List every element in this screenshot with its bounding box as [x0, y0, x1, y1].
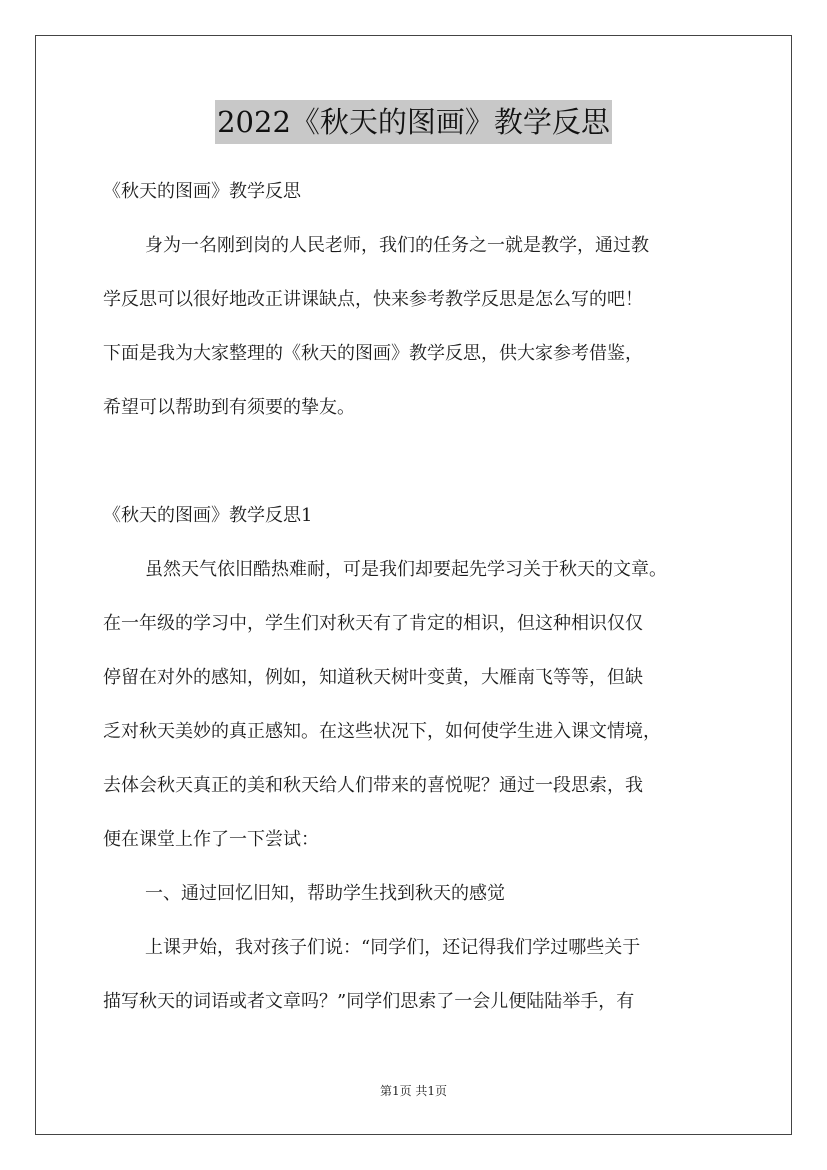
document-title: 2022《秋天的图画》教学反思: [215, 100, 612, 144]
section-line: 便在课堂上作了一下尝试：: [103, 829, 319, 850]
class-line: 上课尹始，我对孩子们说：“同学们，还记得我们学过哪些关于: [145, 937, 641, 958]
intro-line: 身为一名刚到岗的人民老师，我们的任务之一就是教学，通过教: [145, 235, 649, 256]
subtitle: 《秋天的图画》教学反思: [103, 181, 301, 202]
intro-line: 学反思可以很好地改正讲课缺点，快来参考教学反思是怎么写的吧！: [103, 289, 643, 310]
page-footer: [0, 1082, 827, 1099]
page-number: 第1页 共1页: [379, 1084, 448, 1098]
blank-line: [103, 435, 743, 489]
title-container: [0, 100, 827, 144]
intro-line: 希望可以帮助到有须要的挚友。: [103, 397, 355, 418]
document-body: [103, 165, 743, 1029]
section-line: 乏对秋天美妙的真正感知。在这些状况下，如何使学生进入课文情境，: [103, 721, 661, 742]
intro-line: 下面是我为大家整理的《秋天的图画》教学反思，供大家参考借鉴，: [103, 343, 643, 364]
section-line: 在一年级的学习中，学生们对秋天有了肯定的相识，但这种相识仅仅: [103, 613, 643, 634]
point-one: 一、通过回忆旧知，帮助学生找到秋天的感觉: [145, 883, 505, 904]
section-heading: 《秋天的图画》教学反思1: [103, 505, 313, 526]
class-line: 描写秋天的词语或者文章吗？”同学们思索了一会儿便陆陆举手，有: [103, 991, 635, 1012]
section-line: 去体会秋天真正的美和秋天给人们带来的喜悦呢？通过一段思索，我: [103, 775, 643, 796]
section-line: 虽然天气依旧酷热难耐，可是我们却要起先学习关于秋天的文章。: [145, 559, 667, 580]
section-line: 停留在对外的感知，例如，知道秋天树叶变黄，大雁南飞等等，但缺: [103, 667, 643, 688]
